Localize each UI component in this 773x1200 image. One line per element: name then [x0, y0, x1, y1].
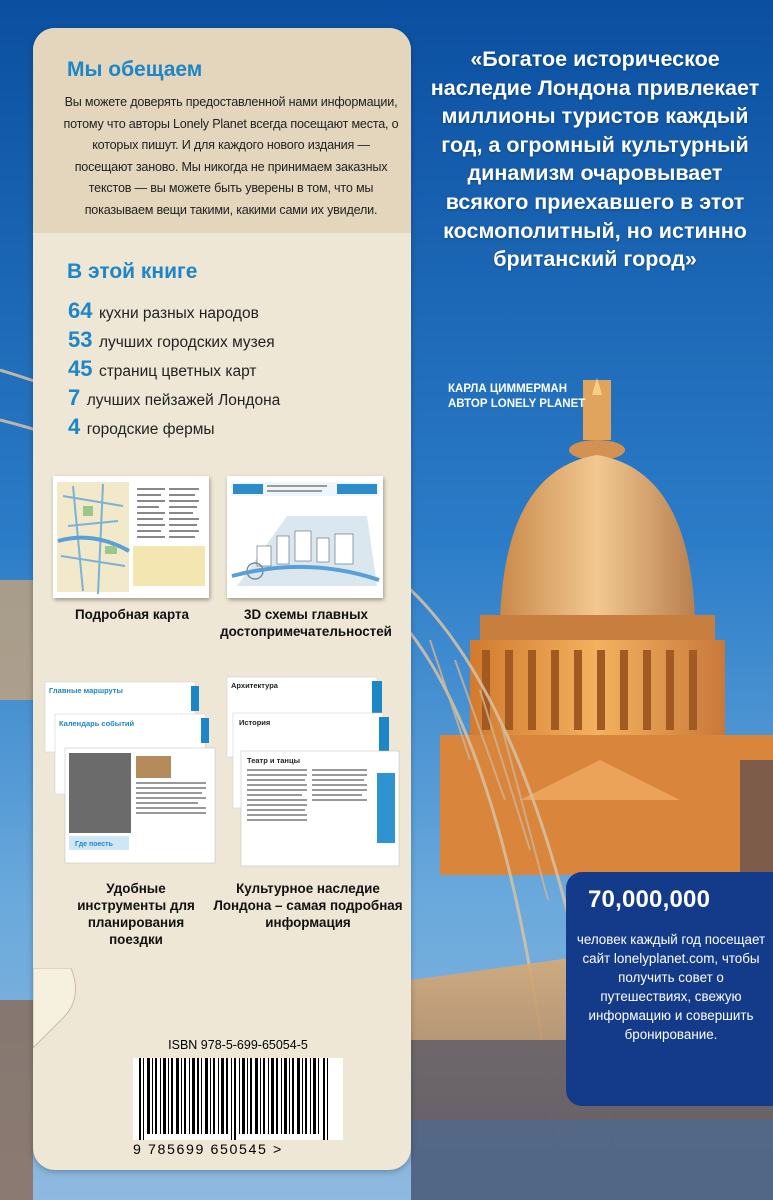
barcode-number: 9 785699 650545 >	[133, 1142, 283, 1158]
stat-label: страниц цветных карт	[98, 363, 257, 380]
stat-row	[68, 383, 408, 412]
stat-number: 64	[68, 298, 93, 323]
promise-section	[33, 28, 411, 233]
stat-number: 4	[68, 414, 81, 439]
architecture-label: Архитектура	[231, 681, 278, 690]
calendar-label: Календарь событий	[59, 719, 135, 728]
map-caption: Подробная карта	[75, 607, 189, 622]
barcode	[133, 1058, 343, 1140]
stat-row	[68, 354, 408, 383]
quote-author	[448, 382, 585, 412]
stat-row	[68, 325, 408, 354]
scheme-caption: 3D схемы главных достопримечательностей	[220, 607, 392, 639]
stat-row	[68, 296, 408, 325]
isbn-text: ISBN 978-5-699-65054-5	[168, 1038, 308, 1052]
stat-label: городские фермы	[86, 421, 215, 438]
stat-row	[68, 412, 408, 441]
theatre-label: Театр и танцы	[247, 756, 300, 765]
page-curl	[33, 968, 133, 1048]
stat-number: 7	[68, 385, 81, 410]
culture-caption: Культурное наследие Лондона – самая подробная информация	[213, 881, 403, 930]
stat-label: лучших городских музея	[98, 334, 275, 351]
map-thumbnail	[53, 476, 209, 598]
promo-box	[566, 872, 773, 1106]
stat-label: кухни разных народов	[98, 305, 259, 322]
info-panel	[33, 28, 411, 1170]
stat-number: 45	[68, 356, 93, 381]
history-label: История	[239, 718, 271, 727]
quote-text: «Богатое историческое наследие Лондона привлекает миллионы туристов каждый год, а огромный культурный динамизм очаровывает всякого приехавшего в этот космополитный, но истинно британский город»	[430, 47, 760, 272]
tools-thumbnails	[41, 678, 221, 873]
promise-text: Вы можете доверять предоставленной нами информации, потому что авторы Lonely Planet всегда посещают места, о которых пишут. И для каждого нового издания — посещают заново. Мы никогда не принимаем заказных текстов — вы можете быть уверены в том, что мы показываем вещи такими, какими сами их увидели.	[63, 95, 399, 217]
where-label: Где поесть	[75, 841, 113, 848]
tools-caption: Удобные инструменты для планирования поездки	[77, 881, 195, 947]
promise-title: Мы обещаем	[67, 58, 203, 81]
author-role: АВТОР LONELY PLANET	[448, 398, 586, 410]
stat-number: 53	[68, 327, 93, 352]
author-name: КАРЛА ЦИММЕРМАН	[448, 383, 568, 395]
stats-list	[68, 296, 408, 441]
culture-thumbnails	[217, 673, 407, 873]
promo-text: человек каждый год посещает сайт lonelyplanet.com, чтобы получить совет о путешествиях, свежую информацию и совершить бронирование.	[576, 932, 766, 1042]
book-section-title: В этой книге	[67, 260, 198, 283]
stat-label: лучших пейзажей Лондона	[86, 392, 281, 409]
routes-label: Главные маршруты	[49, 686, 123, 695]
scheme-thumbnail	[227, 476, 383, 598]
promo-number: 70,000,000	[588, 886, 711, 913]
